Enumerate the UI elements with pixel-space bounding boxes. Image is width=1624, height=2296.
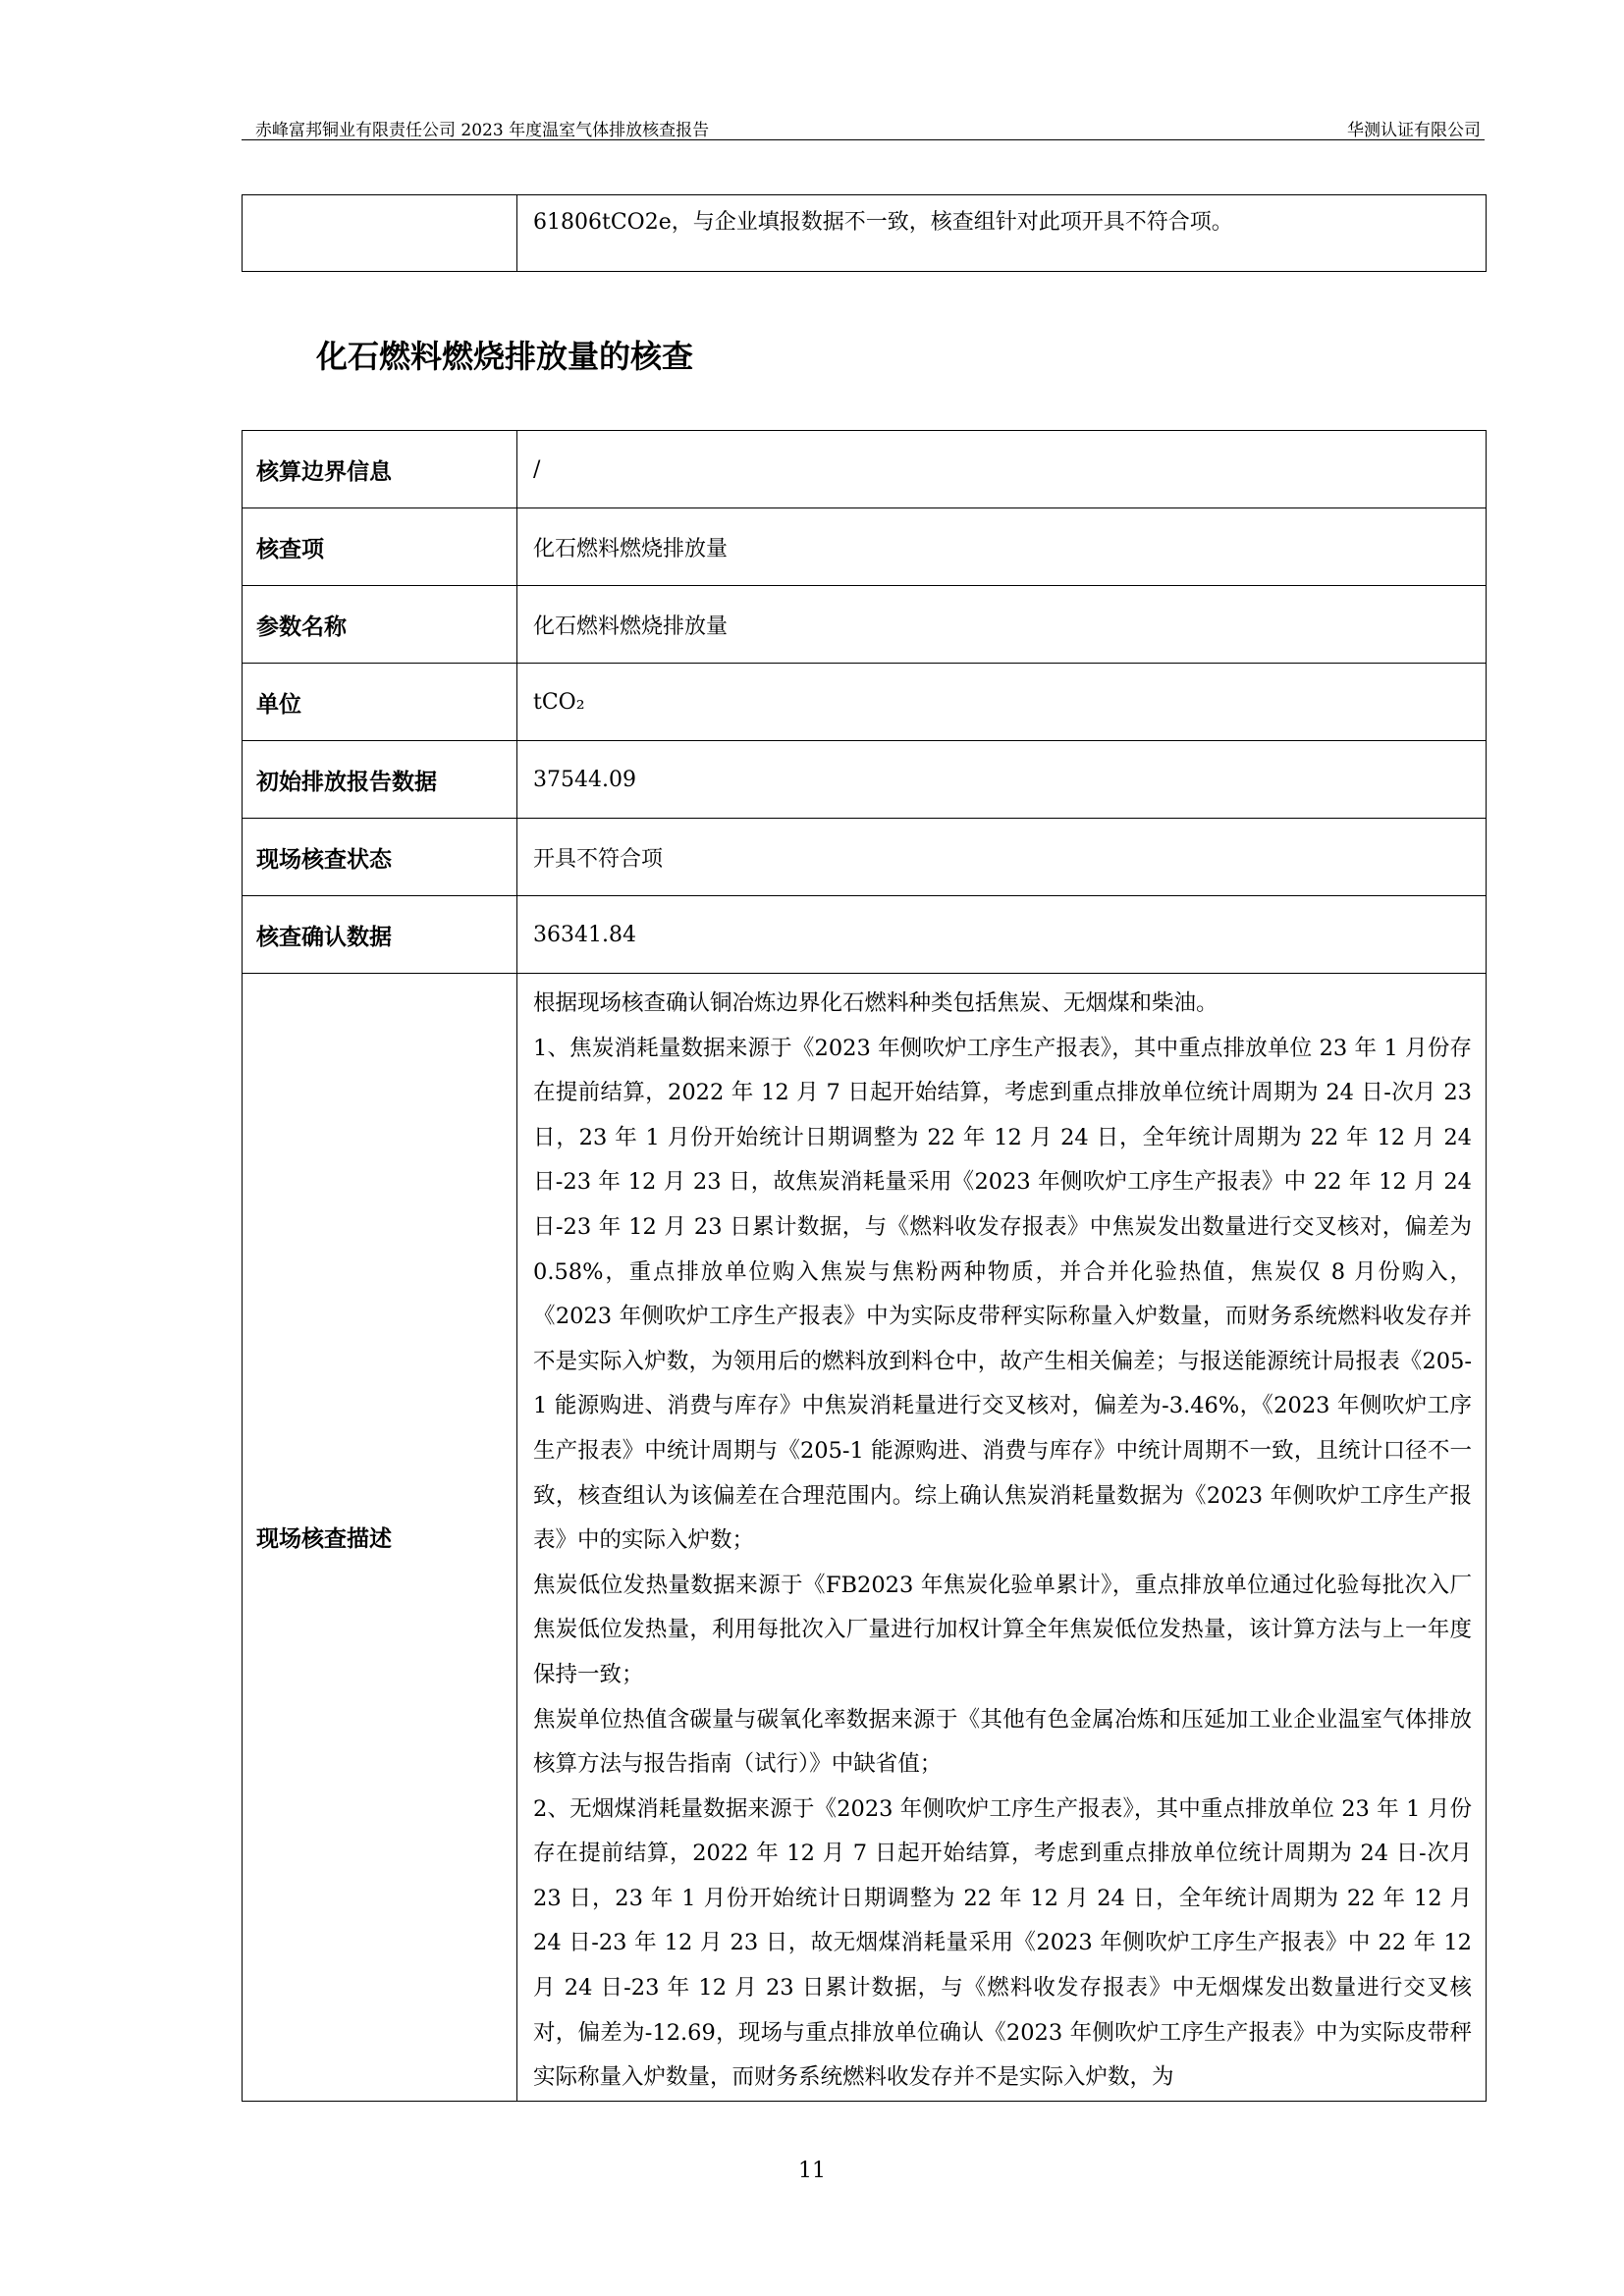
- table-row: [243, 741, 1487, 819]
- description-paragraph: 根据现场核查确认铜冶炼边界化石燃料种类包括焦炭、无烟煤和柴油。: [533, 990, 1218, 1016]
- table-row: [243, 819, 1487, 896]
- table-row: [243, 586, 1487, 664]
- row-label: 初始排放报告数据: [243, 741, 517, 819]
- continuation-text: 61806tCO2e，与企业填报数据不一致，核查组针对此项开具不符合项。: [517, 195, 1487, 272]
- row-label: 现场核查状态: [243, 819, 517, 896]
- row-label: 核查项: [243, 508, 517, 586]
- description-paragraph: 2、无烟煤消耗量数据来源于《2023 年侧吹炉工序生产报表》，其中重点排放单位 23 年 1 月份存在提前结算，2022 年 12 月 7 日起开始结算，考虑到重点排放单位统计周期为 24 日-次月 23 日，23 年 1 月份开始统计日期调整为 22 年 12 月 24 日，全年统计周期为 22 年 12 月 24 日-23 年 12 月 23 日，故无烟煤消耗量采用《2023 年侧吹炉工序生产报表》中 22 年 12 月 24 日-23 年 12 月 23 日累计数据，与《燃料收发存报表》中无烟煤发出数量进行交叉核对，偏差为-12.69，现场与重点排放单位确认《2023 年侧吹炉工序生产报表》中为实际皮带秤实际称量入炉数量，而财务系统燃料收发存并不是实际入炉数，为: [533, 1795, 1472, 2091]
- verification-table: [242, 430, 1487, 2102]
- description-row: [243, 974, 1487, 2102]
- row-value: 开具不符合项: [517, 819, 1487, 896]
- description-paragraph: 焦炭低位发热量数据来源于《FB2023 年焦炭化验单累计》，重点排放单位通过化验每批次入厂焦炭低位发热量，利用每批次入厂量进行加权计算全年焦炭低位发热量，该计算方法与上一年度保持一致；: [533, 1572, 1472, 1687]
- row-value: 化石燃料燃烧排放量: [517, 508, 1487, 586]
- row-value: 36341.84: [517, 896, 1487, 974]
- row-label: 参数名称: [243, 586, 517, 664]
- table-row: [243, 431, 1487, 508]
- row-label: 单位: [243, 664, 517, 741]
- description-paragraph: 1、焦炭消耗量数据来源于《2023 年侧吹炉工序生产报表》，其中重点排放单位 23 年 1 月份存在提前结算，2022 年 12 月 7 日起开始结算，考虑到重点排放单位统计周期为 24 日-次月 23 日，23 年 1 月份开始统计日期调整为 22 年 12 月 24 日，全年统计周期为 22 年 12 月 24 日-23 年 12 月 23 日，故焦炭消耗量采用《2023 年侧吹炉工序生产报表》中 22 年 12 月 24 日-23 年 12 月 23 日累计数据，与《燃料收发存报表》中焦炭发出数量进行交叉核对，偏差为 0.58%，重点排放单位购入焦炭与焦粉两种物质，并合并化验热值，焦炭仅 8 月份购入，《2023 年侧吹炉工序生产报表》中为实际皮带秤实际称量入炉数量，而财务系统燃料收发存并不是实际入炉数，为领用后的燃料放到料仓中，故产生相关偏差；与报送能源统计局报表《205-1 能源购进、消费与库存》中焦炭消耗量进行交叉核对，偏差为-3.46%，《2023 年侧吹炉工序生产报表》中统计周期与《205-1 能源购进、消费与库存》中统计周期不一致，且统计口径不一致，核查组认为该偏差在合理范围内。综上确认焦炭消耗量数据为《2023 年侧吹炉工序生产报表》中的实际入炉数；: [533, 1035, 1472, 1554]
- row-value: /: [517, 431, 1487, 508]
- description-cell: [517, 974, 1487, 2102]
- table-row: [243, 664, 1487, 741]
- row-label: 核查确认数据: [243, 896, 517, 974]
- continuation-label-cell: [243, 195, 517, 272]
- section-title: 化石燃料燃烧排放量的核查: [316, 338, 694, 375]
- row-value: 化石燃料燃烧排放量: [517, 586, 1487, 664]
- page-number: 11: [798, 2159, 826, 2183]
- header-company: 华测认证有限公司: [1347, 121, 1481, 140]
- row-value: 37544.09: [517, 741, 1487, 819]
- table-row: [243, 508, 1487, 586]
- table-row: [243, 896, 1487, 974]
- description-paragraph: 焦炭单位热值含碳量与碳氧化率数据来源于《其他有色金属冶炼和压延加工业企业温室气体排放核算方法与报告指南（试行）》中缺省值；: [533, 1706, 1472, 1778]
- row-value: tCO₂: [517, 664, 1487, 741]
- page-header: [242, 116, 1485, 140]
- description-label: 现场核查描述: [243, 974, 517, 2102]
- header-report-title: 赤峰富邦铜业有限责任公司 2023 年度温室气体排放核查报告: [255, 121, 710, 140]
- row-label: 核算边界信息: [243, 431, 517, 508]
- continuation-table: [242, 194, 1487, 272]
